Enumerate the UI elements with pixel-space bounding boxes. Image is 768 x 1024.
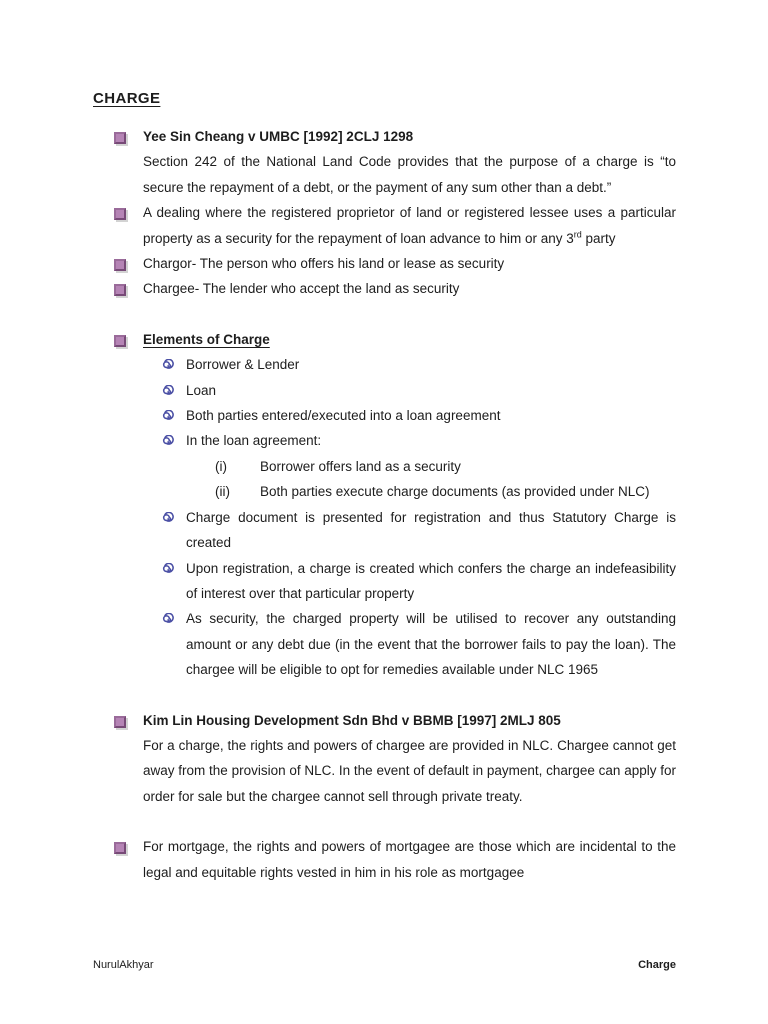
raised-square-icon	[114, 208, 126, 220]
bullet-chargee	[93, 276, 676, 301]
elements-heading-text: Elements of Charge	[143, 331, 270, 347]
bullet-dealing-tail: party	[581, 230, 616, 246]
raised-square-icon	[114, 259, 126, 271]
bullet-chargee-text: Chargee- The lender who accept the land as security	[143, 281, 460, 297]
list-item	[93, 606, 676, 682]
case-heading-text: Yee Sin Cheang v UMBC [1992] 2CLJ 1298	[143, 129, 414, 144]
page-title: CHARGE	[93, 90, 161, 107]
list-item-text: Charge document is presented for registration and thus Statutory Charge is created	[186, 509, 676, 551]
page-footer	[93, 959, 676, 971]
spiral-icon	[161, 512, 174, 525]
case-heading-kimlin	[93, 708, 676, 733]
list-item-text: Loan	[186, 382, 217, 398]
ordinal-superscript: rd	[573, 229, 582, 240]
sub-list-marker: (ii)	[215, 484, 230, 500]
spiral-icon	[161, 410, 174, 423]
raised-square-icon	[114, 842, 126, 854]
list-item	[93, 403, 676, 428]
bullet-chargor-text: Chargor- The person who offers his land or lease as security	[143, 256, 505, 272]
spiral-icon	[161, 613, 174, 626]
footer-author: NurulAkhyar	[93, 959, 154, 971]
case-body-yee: Section 242 of the National Land Code provides that the purpose of a charge is “to secure the repayment of a debt, or the payment of any sum other than a debt.”	[143, 154, 676, 195]
footer-doc-label: Charge	[638, 959, 676, 971]
bullet-mortgage	[93, 834, 676, 885]
sub-list-marker: (i)	[215, 458, 227, 474]
raised-square-icon	[114, 335, 126, 347]
document-body	[93, 90, 676, 885]
case-heading-yee	[93, 124, 676, 149]
spiral-icon	[161, 385, 174, 398]
bullet-mortgage-text: For mortgage, the rights and powers of mortgagee are those which are incidental to the legal and equitable rights vested in him in his role as mortgagee	[143, 839, 676, 880]
bullet-dealing	[93, 200, 676, 251]
case-heading-text: Kim Lin Housing Development Sdn Bhd v BBMB [1997] 2MLJ 805	[143, 712, 561, 728]
sub-list-text: Borrower offers land as a security	[260, 458, 461, 474]
spiral-icon	[161, 563, 174, 576]
list-item-text: Borrower & Lender	[186, 357, 300, 373]
case-body-kimlin: For a charge, the rights and powers of chargee are provided in NLC. Chargee cannot get away from the provision of NLC. In the event of default in payment, chargee can apply for order for sale but the chargee cannot sell through private treaty.	[143, 737, 676, 804]
list-item-text: Upon registration, a charge is created which confers the charge an indefeasibility of interest over that particular property	[186, 560, 676, 601]
list-item-text: In the loan agreement:	[186, 433, 322, 449]
spiral-icon	[161, 435, 174, 448]
bullet-chargor	[93, 251, 676, 276]
spiral-icon	[161, 359, 174, 372]
list-item	[93, 378, 676, 403]
sub-list-item	[93, 454, 676, 479]
raised-square-icon	[114, 716, 126, 728]
list-item	[93, 556, 676, 607]
sub-list-item	[93, 479, 676, 504]
list-item-text: Both parties entered/executed into a loan agreement	[186, 408, 501, 424]
list-item	[93, 428, 676, 453]
sub-list-text: Both parties execute charge documents (as provided under NLC)	[260, 484, 650, 500]
list-item	[93, 505, 676, 556]
list-item-text: As security, the charged property will be utilised to recover any outstanding amount or any debt due (in the event that the borrower fails to pay the loan). The chargee will be eligible to opt for remedies available under NLC 1965	[186, 611, 676, 678]
raised-square-icon	[114, 284, 126, 296]
bullet-dealing-main: A dealing where the registered proprietor of land or registered lessee uses a particular property as a security for the repayment of loan advance to him or any 3	[143, 205, 676, 246]
raised-square-icon	[114, 132, 126, 144]
list-item	[93, 352, 676, 377]
elements-heading	[93, 327, 676, 352]
